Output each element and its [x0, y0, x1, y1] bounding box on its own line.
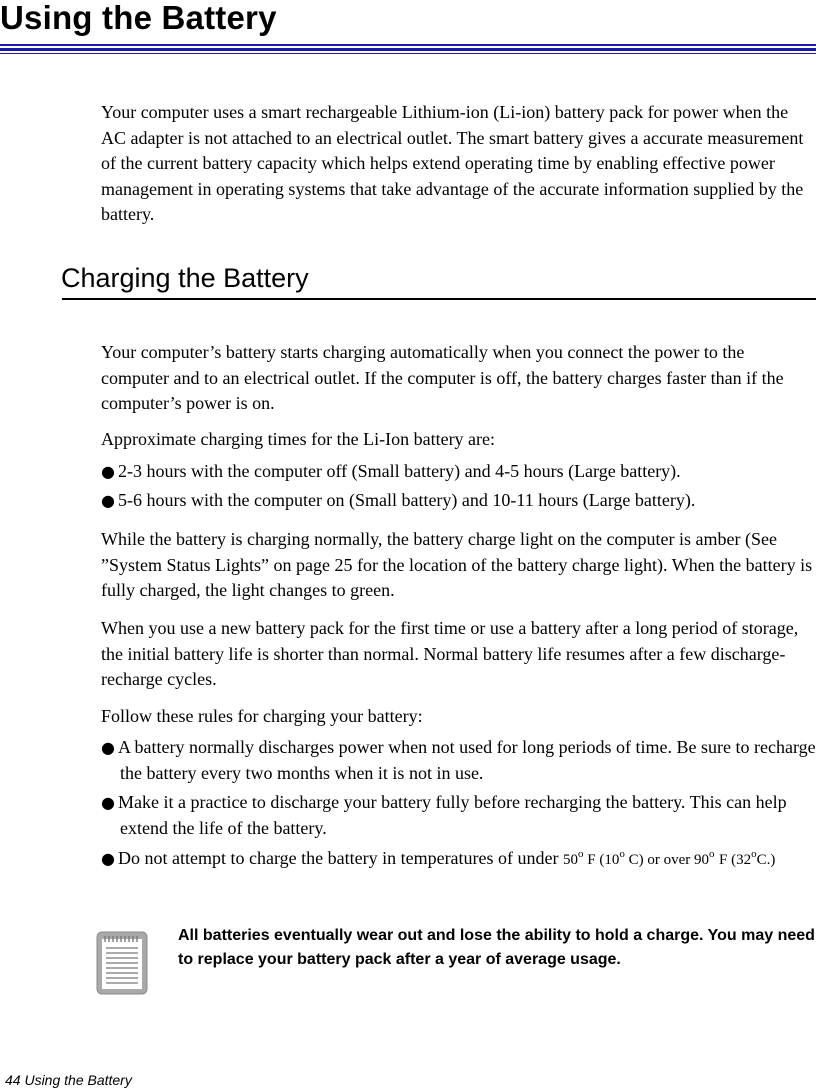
- section-rule: [62, 298, 816, 300]
- charging-paragraph: Your computer’s battery starts charging automatically when you connect the power to the computer and to an electrical outlet. If the computer is off, the battery charges faster than if the computer’s power is on.: [101, 342, 784, 413]
- list-item: [101, 735, 816, 786]
- list-item-text: 2-3 hours with the computer off (Small battery) and 4-5 hours (Large battery).: [118, 461, 681, 481]
- list-item: [101, 488, 816, 514]
- section-title: Charging the Battery: [61, 263, 309, 293]
- list-item: [101, 790, 816, 841]
- degree-mark: o: [578, 848, 584, 860]
- bullet-icon: ●: [101, 849, 115, 868]
- degree-mark: o: [619, 848, 625, 860]
- temp-value: F (32: [719, 852, 752, 868]
- bullet-icon: ●: [101, 462, 115, 481]
- title-rule-middle: [0, 48, 816, 51]
- list-item-text: 5-6 hours with the computer on (Small battery) and 10-11 hours (Large battery).: [118, 490, 696, 510]
- temp-rule-lead: Do not attempt to charge the battery in temperatures of under: [118, 848, 564, 868]
- list-item: [101, 846, 816, 874]
- charge-light-paragraph: While the battery is charging normally, the battery charge light on the computer is amber (See ”System Status Lights” on page 25 for the location of the battery charge light). When the battery is fully charged, the light changes to green.: [101, 529, 813, 600]
- charging-times-intro: Approximate charging times for the Li-Ion battery are:: [101, 429, 496, 449]
- degree-mark: o: [751, 848, 757, 860]
- temp-value: F (10: [583, 852, 620, 868]
- rules-intro: Follow these rules for charging your battery:: [101, 706, 423, 726]
- intro-paragraph: Your computer uses a smart rechargeable Lithium-ion (Li-ion) battery pack for power when the AC adapter is not attached to an electrical outlet. The smart battery gives a accurate measurement of the current battery capacity which helps extend operating time by enabling effective power management in operating systems that take advantage of the accurate information supplied by the battery.: [101, 102, 804, 224]
- notepad-icon: [96, 931, 148, 995]
- list-item-text: Make it a practice to discharge your battery fully before recharging the battery. This can help extend the life of the battery.: [118, 792, 787, 838]
- temp-value: C.): [756, 852, 776, 868]
- temp-value: C) or over 90: [624, 852, 710, 868]
- bullet-icon: ●: [101, 738, 115, 757]
- new-battery-paragraph: When you use a new battery pack for the first time or use a battery after a long period of storage, the initial battery life is shorter than normal. Normal battery life resumes after a few discharge-recharge cycles.: [101, 618, 799, 689]
- list-item: [101, 459, 816, 485]
- title-rule-top: [0, 44, 816, 46]
- title-rule-bottom: [0, 53, 816, 54]
- page-footer: 44 Using the Battery: [5, 1072, 132, 1088]
- degree-mark: o: [709, 848, 715, 860]
- list-item-text: A battery normally discharges power when not used for long periods of time. Be sure to recharge the battery every two months when it is not in use.: [118, 737, 816, 783]
- bullet-icon: ●: [101, 793, 115, 812]
- temp-value: 50: [563, 852, 579, 868]
- page-title: Using the Battery: [0, 0, 277, 36]
- note-text: All batteries eventually wear out and lose the ability to hold a charge. You may need to replace your battery pack after a year of average usage.: [178, 927, 815, 968]
- bullet-icon: ●: [101, 491, 115, 510]
